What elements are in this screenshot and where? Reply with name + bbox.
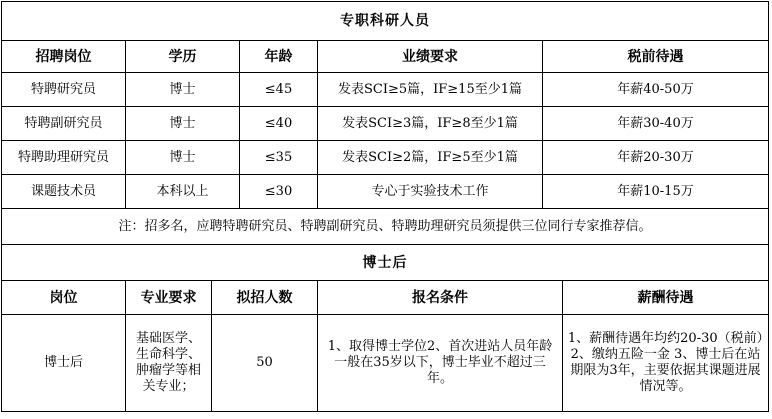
- cell-age: ≤35: [240, 141, 318, 175]
- recruitment-table: [1, 1, 769, 412]
- table-row: [2, 141, 769, 175]
- cell-salary: 年薪10-15万: [543, 175, 769, 209]
- table-row: [2, 175, 769, 209]
- cell-salary: 年薪40-50万: [543, 73, 769, 107]
- cell-age: ≤30: [240, 175, 318, 209]
- header-count: 拟招人数: [212, 281, 318, 315]
- section2-header-row: [2, 281, 769, 315]
- cell-salary: 年薪20-30万: [543, 141, 769, 175]
- header-education: 学历: [126, 41, 240, 73]
- section1-title: 专职科研人员: [2, 2, 769, 41]
- note-row: [2, 209, 769, 245]
- section1-title-row: [2, 2, 769, 41]
- header-postdoc-position: 岗位: [2, 281, 126, 315]
- header-age: 年龄: [240, 41, 318, 73]
- section2-title-row: [2, 245, 769, 281]
- table-row: [2, 107, 769, 141]
- table-row: [2, 315, 769, 412]
- header-conditions: 报名条件: [318, 281, 563, 315]
- section2-title: 博士后: [2, 245, 769, 281]
- section1-header-row: [2, 41, 769, 73]
- table-row: [2, 73, 769, 107]
- cell-age: ≤40: [240, 107, 318, 141]
- cell-count: 50: [212, 315, 318, 412]
- cell-postdoc-position: 博士后: [2, 315, 126, 412]
- cell-education: 博士: [126, 141, 240, 175]
- header-salary: 税前待遇: [543, 41, 769, 73]
- cell-position: 课题技术员: [2, 175, 126, 209]
- header-position: 招聘岗位: [2, 41, 126, 73]
- cell-position: 特聘助理研究员: [2, 141, 126, 175]
- cell-education: 本科以上: [126, 175, 240, 209]
- cell-compensation: 1、薪酬待遇年均约20-30（税前）2、缴纳五险一金 3、博士后在站期限为3年，主要依据其课题进展情况等。: [563, 315, 769, 412]
- cell-performance: 发表SCI≥2篇，IF≥5至少1篇: [318, 141, 543, 175]
- section1-note: 注：招多名，应聘特聘研究员、特聘副研究员、特聘助理研究员须提供三位同行专家推荐信。: [2, 209, 769, 245]
- header-performance: 业绩要求: [318, 41, 543, 73]
- cell-performance: 发表SCI≥5篇，IF≥15至少1篇: [318, 73, 543, 107]
- cell-salary: 年薪30-40万: [543, 107, 769, 141]
- header-major: 专业要求: [126, 281, 212, 315]
- cell-position: 特聘研究员: [2, 73, 126, 107]
- cell-conditions: 1、取得博士学位2、首次进站人员年龄一般在35岁以下，博士毕业不超过三年。: [318, 315, 563, 412]
- header-compensation: 薪酬待遇: [563, 281, 769, 315]
- cell-education: 博士: [126, 73, 240, 107]
- cell-position: 特聘副研究员: [2, 107, 126, 141]
- cell-age: ≤45: [240, 73, 318, 107]
- cell-education: 博士: [126, 107, 240, 141]
- cell-performance: 专心于实验技术工作: [318, 175, 543, 209]
- cell-performance: 发表SCI≥3篇，IF≥8至少1篇: [318, 107, 543, 141]
- cell-major: 基础医学、生命科学、肿瘤学等相关专业；: [126, 315, 212, 412]
